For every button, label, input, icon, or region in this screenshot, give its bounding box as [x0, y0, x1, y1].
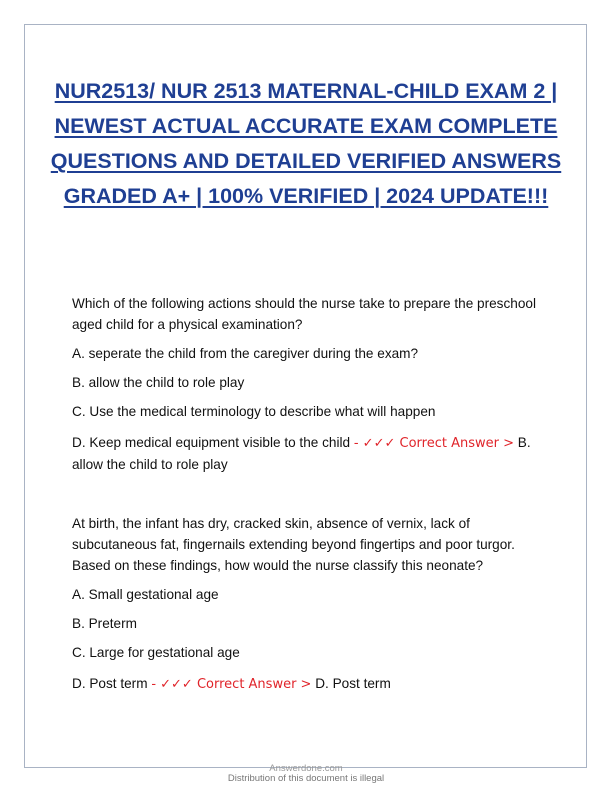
option-b: B. Preterm [72, 616, 137, 631]
correct-answer-marker: - ✓✓✓ Correct Answer > [151, 677, 312, 692]
document-title: NUR2513/ NUR 2513 MATERNAL-CHILD EXAM 2 | NEWEST ACTUAL ACCURATE EXAM COMPLETE QUESTIONS AND DETAILED VERIFIED ANSWERS GRADED A+ | 100% VERIFIED | 2024 UPDATE!!! [50, 79, 562, 208]
correct-answer-text: D. Post term [315, 676, 391, 691]
question-1 [72, 293, 542, 483]
option-c: C. Use the medical terminology to describe what will happen [72, 404, 436, 419]
option-a: A. Small gestational age [72, 587, 219, 602]
footer-notice: Distribution of this document is illegal [227, 773, 385, 784]
question-text: At birth, the infant has dry, cracked skin, absence of vernix, lack of subcutaneous fat, fingernails extending beyond fingertips and poor turgor. Based on these findings, how would the nurse classify this neonate? [72, 516, 515, 573]
question-text: Which of the following actions should the nurse take to prepare the preschool aged child for a physical examination? [72, 296, 536, 332]
question-2 [72, 513, 542, 703]
footer-watermark: Answerdone.com [269, 763, 343, 774]
correct-answer-text: B. allow the child to role play [72, 435, 531, 472]
option-d-text: D. Post term [72, 676, 148, 691]
option-d [72, 432, 542, 475]
option-d [72, 673, 542, 695]
option-a: A. seperate the child from the caregiver during the exam? [72, 346, 419, 361]
option-c: C. Large for gestational age [72, 645, 240, 660]
option-d-text: D. Keep medical equipment visible to the child [72, 435, 351, 450]
correct-answer-marker: - ✓✓✓ Correct Answer > [353, 436, 514, 451]
option-b: B. allow the child to role play [72, 375, 245, 390]
